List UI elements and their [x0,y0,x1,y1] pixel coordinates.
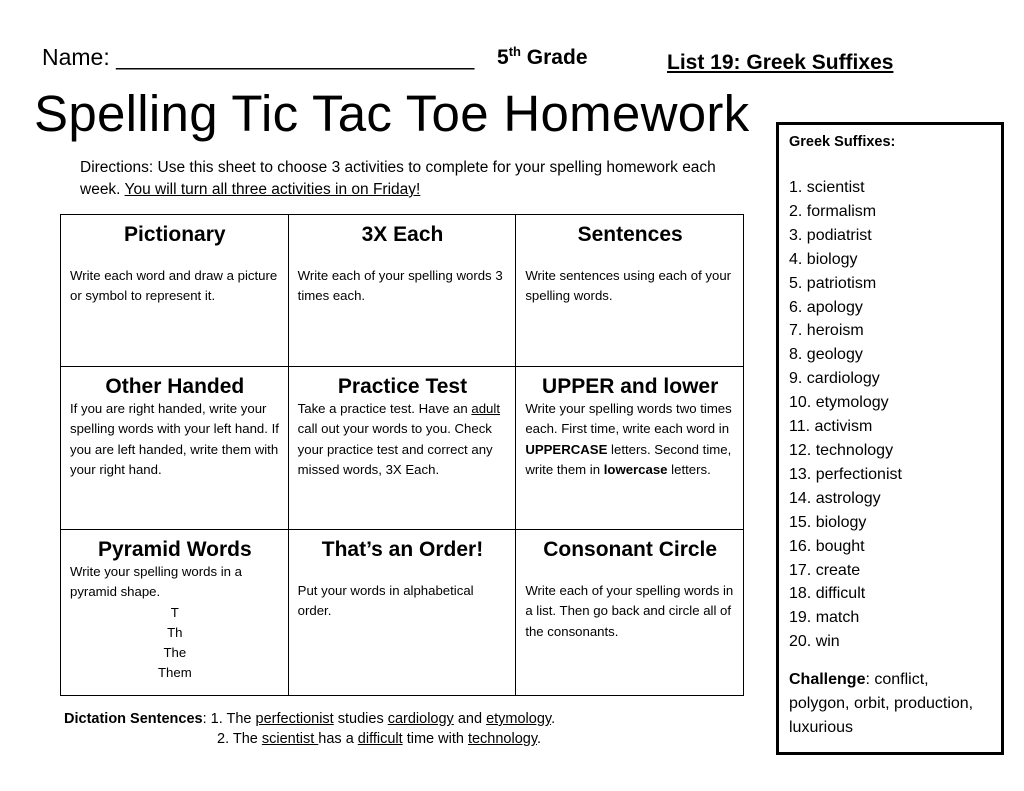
dictation-line-1 [64,709,555,729]
directions-underlined: You will turn all three activities in on Friday! [124,181,421,198]
grade-superscript: th [508,44,521,59]
name-field-label: Name: ____________________________ [42,44,475,70]
grade-word: Grade [520,46,588,69]
suffix-item: 8. geology [789,346,863,364]
suffix-item: 11. activism [789,418,873,436]
suffix-item: 5. patriotism [789,274,877,292]
cell-title: Pictionary [124,223,226,246]
cell-upper-lower [516,367,744,530]
pyramid-example [70,603,280,684]
cell-title: Other Handed [105,375,245,398]
text-bold: UPPERCASE [525,441,608,457]
page-title: Spelling Tic Tac Toe Homework [34,85,750,142]
cell-pictionary [61,215,289,367]
cell-text: Write each of your spelling words in a list. Then go back and circle all of the consonants. [525,583,734,639]
tic-tac-toe-grid [60,214,744,696]
suffix-item: 13. perfectionist [789,465,902,483]
suffix-item: 10. etymology [789,394,889,412]
cell-title: Sentences [577,223,683,246]
suffix-item: 20. win [789,633,840,651]
suffix-item: 14. astrology [789,489,881,507]
cell-3x-each [288,215,516,367]
suffix-item: 1. scientist [789,179,865,196]
text-underlined: technology [467,731,537,747]
suffixes-heading: Greek Suffixes: [789,134,896,150]
cell-thats-an-order [288,530,516,696]
text-part: studies [333,711,388,727]
suffix-item: 18. difficult [789,585,866,603]
dictation-label: Dictation Sentences [64,711,203,727]
text-part: letters. Second time, write them in [525,441,732,477]
challenge-text: : conflict, polygon, orbit, production, luxurious [789,671,974,736]
text-part: : 1. The [202,711,256,727]
grade-label [497,44,588,70]
suffix-item: 15. biology [789,513,867,531]
directions-text: Directions: Use this sheet to choose 3 activities to complete for your spelling homework each week. [80,159,716,198]
suffix-item: 12. technology [789,441,894,459]
cell-title: That’s an Order! [321,538,484,561]
challenge-label: Challenge [789,671,866,689]
grade-number: 5 [497,46,509,69]
text-part: Write your spelling words two times each. First time, write each word in [525,401,732,437]
suffix-item: 6. apology [789,298,863,316]
text-part: 2. The [217,731,262,747]
pyramid-line: Th [167,624,183,640]
pyramid-line: The [163,645,187,661]
cell-practice-test [288,367,516,530]
greek-suffixes-box [776,122,1004,755]
cell-sentences [516,215,744,367]
cell-text [525,399,735,480]
suffixes-list [789,176,991,654]
list-title: List 19: Greek Suffixes [667,51,894,74]
cell-title: Consonant Circle [543,538,718,561]
dictation-sentences [64,709,555,749]
challenge-words [789,668,991,740]
cell-text [298,399,508,480]
cell-pyramid-words [61,530,289,696]
cell-text: Write your spelling words in a pyramid shape. [70,564,242,600]
cell-text: Put your words in alphabetical order. [297,583,474,619]
cell-text: Write sentences using each of your spelling words. [525,268,732,304]
suffix-item: 19. match [789,609,860,627]
cell-text: Write each of your spelling words 3 times each. [297,268,503,304]
suffix-item: 7. heroism [789,322,864,340]
cell-title: UPPER and lower [542,375,719,398]
suffix-item: 4. biology [789,250,858,268]
cell-text: Write each word and draw a picture or symbol to represent it. [70,268,278,304]
text-part: call out your words to you. Check your practice test and correct any missed words, 3X Each. [297,421,493,477]
dictation-line-2 [64,729,555,749]
text-part: time with [402,731,468,747]
directions [80,157,720,201]
text-underlined: perfectionist [255,711,334,727]
cell-text: If you are right handed, write your spelling words with your left hand. If you are left handed, write them with your right hand. [70,401,279,477]
text-underlined: difficult [357,731,403,747]
text-part: has a [318,731,358,747]
text-bold: lowercase [603,461,668,477]
suffix-item: 9. cardiology [789,370,880,388]
pyramid-line: T [170,604,179,620]
suffix-item: 3. podiatrist [789,226,872,244]
text-part: . [551,711,556,727]
text-part: and [453,711,487,727]
cell-other-handed [61,367,289,530]
text-part: Take a practice test. Have an [297,401,472,416]
cell-title: 3X Each [361,223,444,246]
cell-title: Practice Test [337,375,468,398]
text-underlined: scientist [261,731,319,747]
suffix-item: 2. formalism [789,202,877,220]
cell-consonant-circle [516,530,744,696]
text-part: letters. [667,461,711,477]
text-part: . [537,731,542,747]
suffix-item: 17. create [789,561,861,579]
cell-title: Pyramid Words [98,538,252,561]
text-underlined: adult [471,401,500,416]
pyramid-line: Them [157,665,192,681]
text-underlined: etymology [486,711,552,727]
suffix-item: 16. bought [789,537,865,555]
text-underlined: cardiology [387,711,454,727]
